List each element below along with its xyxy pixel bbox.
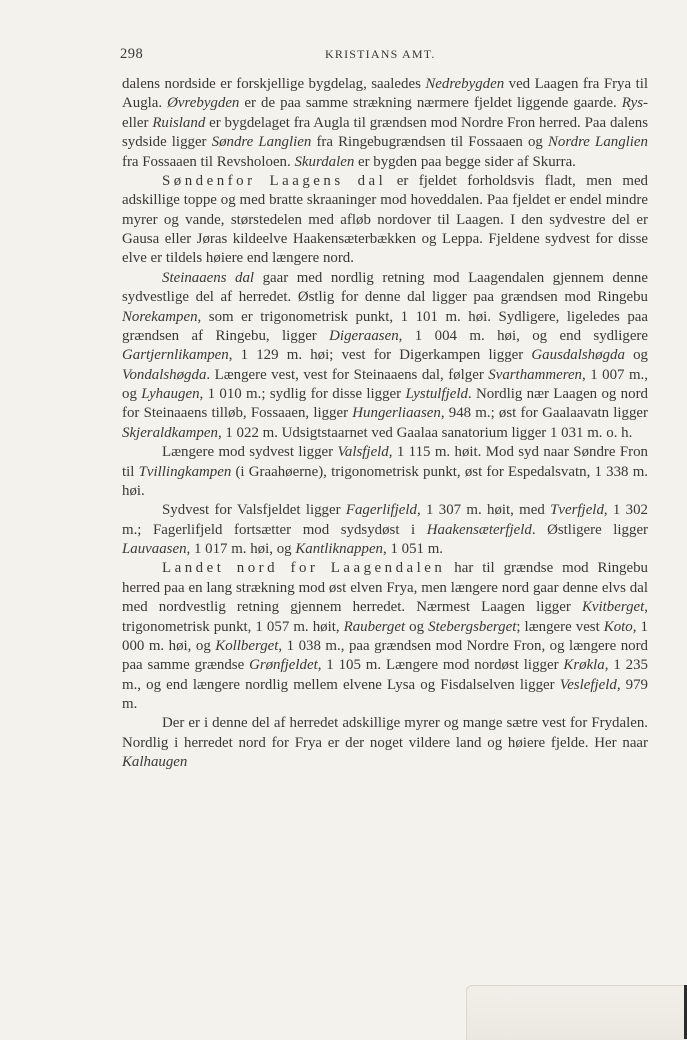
body-text: [122, 75, 648, 773]
paragraph: Søndenfor Laagens dal er fjeldet forholdsvis fladt, men med adskillige toppe og med bratte skraaninger mod hoveddalen. Paa fjeldet er endel mindre myrer og vande, størstedelen med afløb nordover til Laagen. I den sydvestre del er Gausa eller Jøras kildeelve Haakensæterbækken og Leppa. Fjeldene sydvest for disse elve er tildels høiere end længere nord.: [122, 172, 648, 267]
paragraph: Længere mod sydvest ligger Valsfjeld, 1 115 m. høit. Mod syd naar Søndre Fron til Tvillingkampen (i Graahøerne), trigonometrisk punkt, øst for Espedalsvatn, 1 338 m. høi.: [122, 444, 648, 499]
page-header: [120, 46, 646, 66]
paragraph: Landet nord for Laagendalen har til grændse mod Ringebu herred paa en lang strækning mod øst elven Frya, men længere nord gaar denne elvs dal med nordvestlig retning gjennem herredet. Nærmest Laagen ligger Kvitberget, trigonometrisk punkt, 1 057 m. høit, Rauberget og Stebergsberget; længere vest Koto, 1 000 m. høi, og Kollberget, 1 038 m., paa grændsen mod Nordre Fron, og længere nord paa samme grændse Grønfjeldet, 1 105 m. Længere mod nordøst ligger Krøkla, 1 235 m., og end længere nordlig mellem elvene Lysa og Fisdalselven ligger Veslefjeld, 979 m.: [122, 560, 649, 712]
paragraph: Der er i denne del af herredet adskillige myrer og mange sætre vest for Frydalen. Nordlig i herredet nord for Frya er der noget vildere land og høiere fjelde. Her naar Kalhaugen: [122, 715, 648, 771]
running-head: KRISTIANS AMT.: [325, 47, 436, 61]
paragraph: Steinaaens dal gaar med nordlig retning mod Laagendalen gjennem denne sydvestlige del af herredet. Østlig for denne dal ligger paa grændsen mod Ringebu Norekampen, som er trigonometrisk punkt, 1 101 m. høi. Sydligere, ligeledes paa grændsen af Ringebu, ligger Digeraasen, 1 004 m. høi, og end sydligere Gartjernlikampen, 1 129 m. høi; vest for Digerkampen ligger Gausdalshøgda og Vondalshøgda. Længere vest, vest for Steinaaens dal, følger Svarthammeren, 1 007 m., og Lyhaugen, 1 010 m.; sydlig for disse ligger Lystulfjeld. Nordlig nær Laagen og nord for Steinaaens tilløb, Fossaaen, ligger Hungerliaasen, 948 m.; øst for Gaalaavatn ligger Skjeraldkampen, 1 022 m. Udsigtstaarnet ved Gaalaa sanatorium ligger 1 031 m. o. h.: [122, 269, 648, 441]
page-corner-fold: [466, 985, 687, 1040]
paragraph: dalens nordside er forskjellige bygdelag, saaledes Nedrebygden ved Laagen fra Frya til Augla. Øvrebygden er de paa samme strækning nærmere fjeldet liggende gaarde. Rys- eller Ruisland er bygdelaget fra Augla til grændsen mod Nordre Fron herred. Paa dalens sydside ligger Søndre Langlien fra Ringebugrændsen til Fossaaen og Nordre Langlien fra Fossaaen til Revsholoen. Skurdalen er bygden paa begge sider af Skurra.: [122, 76, 648, 170]
page-number: 298: [120, 46, 144, 62]
paragraph: Sydvest for Valsfjeldet ligger Fagerlifjeld, 1 307 m. høit, med Tverfjeld, 1 302 m.; Fagerlifjeld fortsætter mod sydsydøst i Haakensæterfjeld. Østligere ligger Lauvaasen, 1 017 m. høi, og Kantliknappen, 1 051 m.: [122, 502, 649, 557]
